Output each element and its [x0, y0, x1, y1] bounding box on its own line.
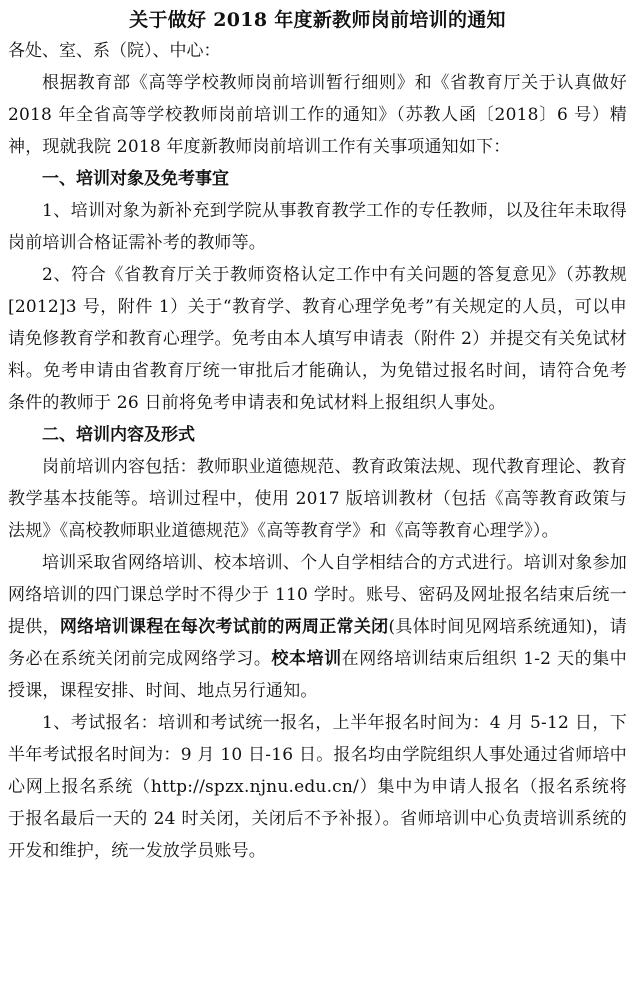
section-heading-1: 一、培训对象及免考事宜: [42, 169, 229, 189]
section1-item-2: 2、符合《省教育厅关于教师资格认定工作中有关问题的答复意见》（苏教规[2012]3 号，附件 1）关于“教育学、教育心理学免考”有关规定的人员，可以申请免修教育学和教育心理学。免考由本人填写申请表（附件 2）并提交有关免试材料。免考申请由省教育厅统一审批后才能确认，为免错过报名时间，请符合免考条件的教师于 26 日前将免考申请表和免试材料上报组织人事处。: [8, 265, 627, 413]
form-text-part-3: 在网络培训结束后组织 1-2 天的集中授课，课程安排、时间、地点另行通知。: [8, 649, 628, 701]
school-training-label: 校本培训: [271, 649, 342, 669]
registration-paragraph: 1、考试报名：培训和考试统一报名，上半年报名时间为：4 月 5-12 日，下半年考试报名时间为：9 月 10 日-16 日。报名均由学院组织人事处通过省师培中心网上报名系统（http://spzx.njnu.edu.cn/）集中为申请人报名（报名系统将于报名最后一天的 24 时关闭，关闭后不予补报）。省师培训中心负责培训系统的开发和维护，统一发放学员账号。: [8, 713, 627, 861]
form-text-part-2: (具体时间见网培系统通知)，请务必在系统关闭前完成网络学习。: [8, 617, 628, 669]
section2-form-paragraph: [8, 547, 627, 707]
section2-content-paragraph: 岗前培训内容包括：教师职业道德规范、教育政策法规、现代教育理论、教育教学基本技能等。培训过程中，使用 2017 版培训教材（包括《高等教育政策与法规》《高校教师职业道德规范》《高等教育学》和《高等教育心理学》）。: [8, 457, 627, 541]
network-closing-notice: 网络培训课程在每次考试前的两周正常关闭: [59, 617, 389, 637]
salutation: 各处、室、系（院）、中心：: [8, 41, 221, 61]
section-heading-2: 二、培训内容及形式: [42, 425, 195, 445]
form-text-part-1: 培训采取省网络培训、校本培训、个人自学相结合的方式进行。培训对象参加网络培训的四门课总学时不得少于 110 学时。账号、密码及网址报名结束后统一提供，: [8, 553, 627, 637]
section1-item-1: 1、培训对象为新补充到学院从事教育教学工作的专任教师，以及往年未取得岗前培训合格证需补考的教师等。: [8, 201, 627, 253]
document-title: 关于做好 2018 年度新教师岗前培训的通知: [129, 9, 506, 31]
intro-paragraph: 根据教育部《高等学校教师岗前培训暂行细则》和《省教育厅关于认真做好 2018 年全省高等学校教师岗前培训工作的通知》（苏教人函〔2018〕6 号）精神，现就我院 2018 年度新教师岗前培训工作有关事项通知如下：: [8, 73, 627, 157]
